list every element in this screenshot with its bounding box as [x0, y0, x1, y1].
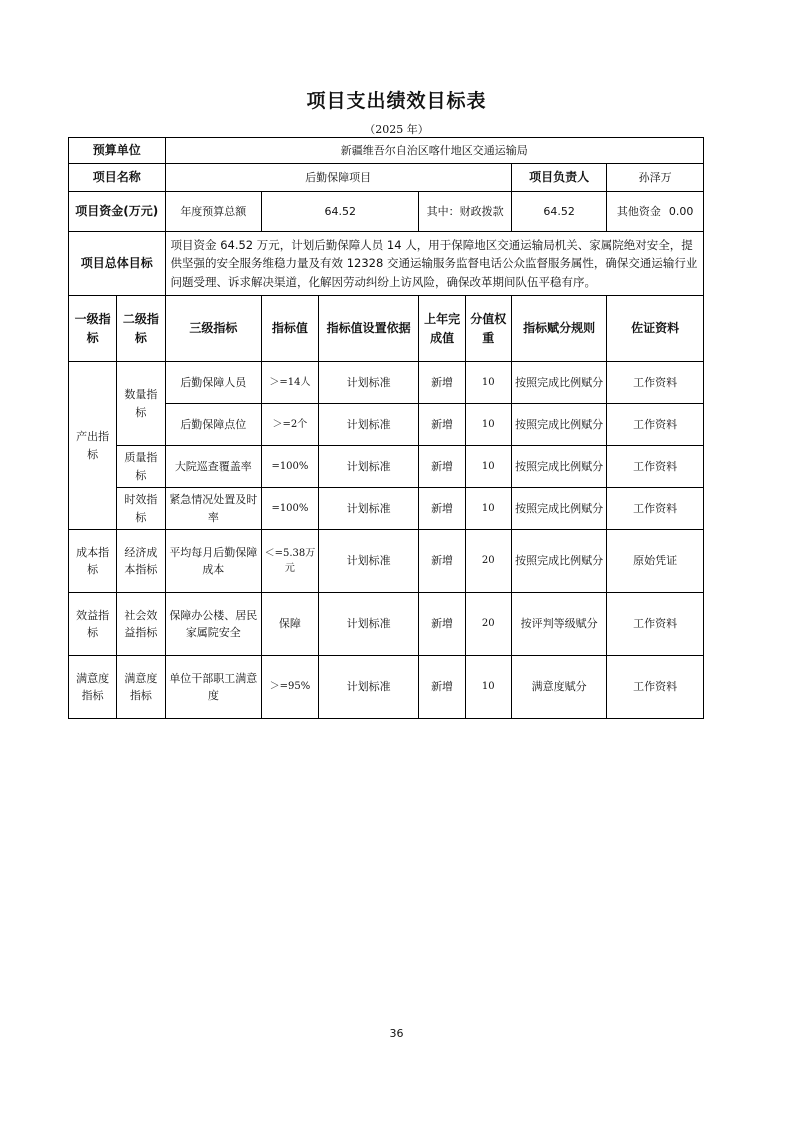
- project-leader-value: 孙泽万: [607, 164, 704, 192]
- annual-budget-label: 年度预算总额: [165, 192, 262, 232]
- group-quality: 质量指标: [117, 446, 165, 488]
- row-evidence: 工作资料: [607, 446, 704, 488]
- budget-unit-row: [69, 138, 704, 164]
- document-title: 项目支出绩效目标表: [306, 90, 487, 112]
- document-year: （2025 年）: [364, 123, 429, 136]
- table-row: [69, 488, 704, 530]
- header-level3: 三级指标: [165, 296, 262, 362]
- group-economic-cost: 经济成本指标: [117, 530, 165, 593]
- row-last-year: 新增: [419, 656, 465, 719]
- header-basis: 指标值设置依据: [318, 296, 419, 362]
- row-weight: 20: [465, 530, 511, 593]
- overall-goal-row: [69, 232, 704, 296]
- table-row: [69, 446, 704, 488]
- budget-unit-value: 新疆维吾尔自治区喀什地区交通运输局: [165, 138, 703, 164]
- fiscal-allocation-label: 其中：财政拨款: [419, 192, 511, 232]
- row-value: =100%: [262, 488, 319, 530]
- row-weight: 10: [465, 404, 511, 446]
- row-basis: 计划标准: [318, 530, 419, 593]
- row-rule: 满意度赋分: [511, 656, 607, 719]
- group-timeliness: 时效指标: [117, 488, 165, 530]
- project-name-value: 后勤保障项目: [165, 164, 511, 192]
- row-value: ＞=14人: [262, 362, 319, 404]
- row-last-year: 新增: [419, 362, 465, 404]
- row-last-year: 新增: [419, 530, 465, 593]
- overall-goal-text: 项目资金 64.52 万元，计划后勤保障人员 14 人，用于保障地区交通运输局机关、家属院绝对安全，提供坚强的安全服务维稳力量及有效 12328 交通运输服务监督电话公众监督服务属性，确保交通运输行业问题受理、诉求解决渠道，化解因劳动纠纷上访风险，确保改革期间队伍平稳有序。: [165, 232, 703, 296]
- row-weight: 10: [465, 362, 511, 404]
- group-benefit: 效益指标: [69, 593, 117, 656]
- row-rule: 按照完成比例赋分: [511, 530, 607, 593]
- table-row: [69, 362, 704, 404]
- row-weight: 20: [465, 593, 511, 656]
- project-funds-label: 项目资金(万元): [69, 192, 166, 232]
- header-weight: 分值权重: [465, 296, 511, 362]
- row-indicator: 后勤保障点位: [165, 404, 262, 446]
- table-row: [69, 593, 704, 656]
- other-funds-value: [607, 192, 704, 232]
- group-output: 产出指标: [69, 362, 117, 530]
- header-rule: 指标赋分规则: [511, 296, 607, 362]
- group-satisfaction-sub: 满意度指标: [117, 656, 165, 719]
- row-basis: 计划标准: [318, 488, 419, 530]
- header-last-year: 上年完成值: [419, 296, 465, 362]
- header-level1: 一级指标: [69, 296, 117, 362]
- row-indicator: 紧急情况处置及时率: [165, 488, 262, 530]
- row-last-year: 新增: [419, 593, 465, 656]
- row-last-year: 新增: [419, 404, 465, 446]
- row-indicator: 后勤保障人员: [165, 362, 262, 404]
- row-rule: 按评判等级赋分: [511, 593, 607, 656]
- row-evidence: 工作资料: [607, 593, 704, 656]
- row-basis: 计划标准: [318, 446, 419, 488]
- row-value: ＞=2个: [262, 404, 319, 446]
- performance-target-table: [68, 137, 704, 719]
- row-basis: 计划标准: [318, 593, 419, 656]
- row-indicator: 保障办公楼、居民家属院安全: [165, 593, 262, 656]
- row-basis: 计划标准: [318, 362, 419, 404]
- group-cost: 成本指标: [69, 530, 117, 593]
- row-weight: 10: [465, 656, 511, 719]
- group-satisfaction: 满意度指标: [69, 656, 117, 719]
- row-rule: 按照完成比例赋分: [511, 362, 607, 404]
- overall-goal-label: 项目总体目标: [69, 232, 166, 296]
- fiscal-allocation-value: 64.52: [511, 192, 607, 232]
- other-funds-label: 其他资金: [616, 204, 661, 218]
- project-name-label: 项目名称: [69, 164, 166, 192]
- row-indicator: 大院巡查覆盖率: [165, 446, 262, 488]
- row-basis: 计划标准: [318, 404, 419, 446]
- header-evidence: 佐证资料: [607, 296, 704, 362]
- group-social-benefit: 社会效益指标: [117, 593, 165, 656]
- group-quantity: 数量指标: [117, 362, 165, 446]
- row-value: ＞=95%: [262, 656, 319, 719]
- project-funds-row: [69, 192, 704, 232]
- indicator-header-row: [69, 296, 704, 362]
- row-rule: 按照完成比例赋分: [511, 404, 607, 446]
- row-value: =100%: [262, 446, 319, 488]
- row-last-year: 新增: [419, 446, 465, 488]
- project-leader-label: 项目负责人: [511, 164, 607, 192]
- annual-budget-value: 64.52: [262, 192, 419, 232]
- row-indicator: 单位干部职工满意度: [165, 656, 262, 719]
- table-row: [69, 656, 704, 719]
- header-value: 指标值: [262, 296, 319, 362]
- budget-unit-label: 预算单位: [69, 138, 166, 164]
- row-weight: 10: [465, 446, 511, 488]
- project-name-row: [69, 164, 704, 192]
- table-row: [69, 530, 704, 593]
- row-evidence: 原始凭证: [607, 530, 704, 593]
- row-evidence: 工作资料: [607, 362, 704, 404]
- row-value: ＜=5.38万元: [262, 530, 319, 593]
- row-evidence: 工作资料: [607, 404, 704, 446]
- row-basis: 计划标准: [318, 656, 419, 719]
- row-rule: 按照完成比例赋分: [511, 488, 607, 530]
- header-level2: 二级指标: [117, 296, 165, 362]
- row-last-year: 新增: [419, 488, 465, 530]
- row-evidence: 工作资料: [607, 488, 704, 530]
- row-value: 保障: [262, 593, 319, 656]
- row-weight: 10: [465, 488, 511, 530]
- row-evidence: 工作资料: [607, 656, 704, 719]
- other-funds-amount: 0.00: [668, 204, 694, 218]
- row-indicator: 平均每月后勤保障成本: [165, 530, 262, 593]
- page-number: 36: [389, 1027, 404, 1040]
- row-rule: 按照完成比例赋分: [511, 446, 607, 488]
